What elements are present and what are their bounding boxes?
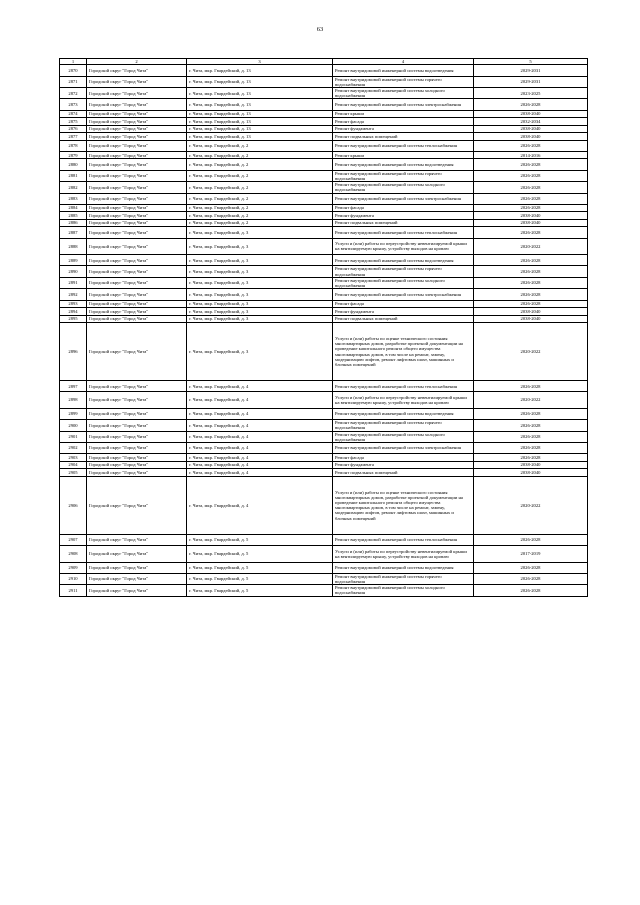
work-type-cell: Ремонт фасада: [333, 300, 474, 308]
work-type-cell: Ремонт внутридомовой инженерной системы холодного водоснабжения: [333, 277, 474, 288]
row-number-cell: 2900: [60, 420, 87, 431]
table-row: [60, 182, 588, 193]
municipality-cell: Городской округ "Город Чита": [87, 110, 187, 118]
municipality-cell: Городской округ "Город Чита": [87, 118, 187, 126]
row-number-cell: 2904: [60, 461, 87, 469]
period-cell: 2026-2028: [474, 170, 588, 181]
column-header: 5: [474, 59, 588, 65]
table-row: [60, 227, 588, 238]
work-type-cell: Услуги и (или) работы по оценке технического состояния многоквартирных домов, разработке проектной документации на проведение капитального ремонта общего имущества многоквартирных домов, в том числе на ремонт, замену, модернизацию лифтов, ремонт лифтовых шахт, машинных и блочных помещений: [333, 476, 474, 534]
municipality-cell: Городской округ "Город Чита": [87, 212, 187, 220]
row-number-cell: 2882: [60, 182, 87, 193]
row-number-cell: 2881: [60, 170, 87, 181]
table-row: [60, 469, 588, 477]
work-type-cell: Ремонт подвальных помещений: [333, 469, 474, 477]
row-number-cell: 2894: [60, 308, 87, 316]
address-cell: г. Чита, мкр. Гвардейский, д. 5: [187, 585, 333, 596]
address-cell: г. Чита, мкр. Гвардейский, д. 2: [187, 193, 333, 204]
work-type-cell: Ремонт подвальных помещений: [333, 133, 474, 141]
row-number-cell: 2870: [60, 65, 87, 76]
address-cell: г. Чита, мкр. Гвардейский, д. 4: [187, 431, 333, 442]
municipality-cell: Городской округ "Город Чита": [87, 534, 187, 545]
column-header: 3: [187, 59, 333, 65]
municipality-cell: Городской округ "Город Чита": [87, 76, 187, 87]
work-type-cell: Ремонт фасада: [333, 118, 474, 126]
row-number-cell: 2871: [60, 76, 87, 87]
period-cell: 2029-2031: [474, 65, 588, 76]
table-row: [60, 392, 588, 409]
period-cell: 2026-2028: [474, 408, 588, 419]
address-cell: г. Чита, мкр. Гвардейский, д. 3: [187, 289, 333, 300]
work-type-cell: Ремонт фасада: [333, 204, 474, 212]
address-cell: г. Чита, мкр. Гвардейский, д. 3: [187, 277, 333, 288]
municipality-cell: Городской округ "Город Чита": [87, 87, 187, 98]
period-cell: 2026-2028: [474, 99, 588, 110]
municipality-cell: Городской округ "Город Чита": [87, 392, 187, 409]
row-number-cell: 2892: [60, 289, 87, 300]
period-cell: 2038-2040: [474, 469, 588, 477]
work-type-cell: Ремонт внутридомовой инженерной системы водоотведения: [333, 65, 474, 76]
table-row: [60, 219, 588, 227]
period-cell: 2026-2028: [474, 454, 588, 462]
municipality-cell: Городской округ "Город Чита": [87, 562, 187, 573]
period-cell: 2026-2028: [474, 585, 588, 596]
municipality-cell: Городской округ "Город Чита": [87, 238, 187, 255]
work-type-cell: Ремонт внутридомовой инженерной системы теплоснабжения: [333, 140, 474, 151]
municipality-cell: Городской округ "Город Чита": [87, 219, 187, 227]
row-number-cell: 2898: [60, 392, 87, 409]
address-cell: г. Чита, мкр. Гвардейский, д. 4: [187, 408, 333, 419]
work-type-cell: Ремонт внутридомовой инженерной системы электроснабжения: [333, 99, 474, 110]
work-type-cell: Ремонт внутридомовой инженерной системы водоотведения: [333, 255, 474, 266]
municipality-cell: Городской округ "Город Чита": [87, 125, 187, 133]
table-row: [60, 118, 588, 126]
table-row: [60, 212, 588, 220]
municipality-cell: Городской округ "Город Чита": [87, 266, 187, 277]
municipality-cell: Городской округ "Город Чита": [87, 300, 187, 308]
address-cell: г. Чита, мкр. Гвардейский, д. 4: [187, 420, 333, 431]
table-row: [60, 204, 588, 212]
period-cell: 2026-2028: [474, 431, 588, 442]
work-type-cell: Ремонт внутридомовой инженерной системы электроснабжения: [333, 289, 474, 300]
address-cell: г. Чита, мкр. Гвардейский, д. 3: [187, 266, 333, 277]
table-row: [60, 76, 588, 87]
table-row: [60, 159, 588, 170]
work-type-cell: Ремонт фасада: [333, 454, 474, 462]
table-row: [60, 442, 588, 453]
work-type-cell: Услуги и (или) работы по переустройству невентилируемой крыши на вентилируемую крышу, устройству выходов на кровлю: [333, 238, 474, 255]
municipality-cell: Городской округ "Город Чита": [87, 461, 187, 469]
table-row: [60, 420, 588, 431]
table-row: [60, 170, 588, 181]
period-cell: 2026-2028: [474, 193, 588, 204]
address-cell: г. Чита, мкр. Гвардейский, д. 4: [187, 381, 333, 392]
address-cell: г. Чита, мкр. Гвардейский, д. 4: [187, 469, 333, 477]
row-number-cell: 2885: [60, 212, 87, 220]
period-cell: 2029-2031: [474, 76, 588, 87]
address-cell: г. Чита, мкр. Гвардейский, д. 13: [187, 110, 333, 118]
period-cell: 2017-2019: [474, 546, 588, 563]
row-number-cell: 2883: [60, 193, 87, 204]
municipality-cell: Городской округ "Город Чита": [87, 159, 187, 170]
row-number-cell: 2879: [60, 151, 87, 159]
municipality-cell: Городской округ "Город Чита": [87, 133, 187, 141]
address-cell: г. Чита, мкр. Гвардейский, д. 13: [187, 65, 333, 76]
work-type-cell: Ремонт внутридомовой инженерной системы холодного водоснабжения: [333, 182, 474, 193]
table-row: [60, 151, 588, 159]
period-cell: 2032-2034: [474, 118, 588, 126]
period-cell: 2038-2040: [474, 219, 588, 227]
row-number-cell: 2878: [60, 140, 87, 151]
work-type-cell: Ремонт внутридомовой инженерной системы горячего водоснабжения: [333, 420, 474, 431]
table-row: [60, 300, 588, 308]
row-number-cell: 2905: [60, 469, 87, 477]
table-row: [60, 193, 588, 204]
table-row: [60, 431, 588, 442]
address-cell: г. Чита, мкр. Гвардейский, д. 4: [187, 392, 333, 409]
table-row: [60, 546, 588, 563]
period-cell: 2038-2040: [474, 212, 588, 220]
row-number-cell: 2909: [60, 562, 87, 573]
municipality-cell: Городской округ "Город Чита": [87, 420, 187, 431]
row-number-cell: 2911: [60, 585, 87, 596]
address-cell: г. Чита, мкр. Гвардейский, д. 5: [187, 573, 333, 584]
address-cell: г. Чита, мкр. Гвардейский, д. 5: [187, 546, 333, 563]
municipality-cell: Городской округ "Город Чита": [87, 151, 187, 159]
row-number-cell: 2907: [60, 534, 87, 545]
period-cell: 2026-2028: [474, 420, 588, 431]
address-cell: г. Чита, мкр. Гвардейский, д. 4: [187, 442, 333, 453]
table-row: [60, 461, 588, 469]
row-number-cell: 2891: [60, 277, 87, 288]
table-row: [60, 133, 588, 141]
period-cell: 2038-2040: [474, 315, 588, 323]
row-number-cell: 2899: [60, 408, 87, 419]
municipality-cell: Городской округ "Город Чита": [87, 454, 187, 462]
municipality-cell: Городской округ "Город Чита": [87, 381, 187, 392]
row-number-cell: 2886: [60, 219, 87, 227]
table-row: [60, 266, 588, 277]
row-number-cell: 2903: [60, 454, 87, 462]
work-type-cell: Ремонт подвальных помещений: [333, 315, 474, 323]
work-type-cell: Ремонт фундамента: [333, 461, 474, 469]
work-type-cell: Ремонт внутридомовой инженерной системы водоотведения: [333, 159, 474, 170]
address-cell: г. Чита, мкр. Гвардейский, д. 3: [187, 238, 333, 255]
table-row: [60, 315, 588, 323]
table-row: [60, 408, 588, 419]
work-type-cell: Ремонт внутридомовой инженерной системы электроснабжения: [333, 193, 474, 204]
municipality-cell: Городской округ "Город Чита": [87, 227, 187, 238]
table-row: [60, 87, 588, 98]
table-row: [60, 476, 588, 534]
row-number-cell: 2880: [60, 159, 87, 170]
period-cell: 2026-2028: [474, 182, 588, 193]
municipality-cell: Городской округ "Город Чита": [87, 573, 187, 584]
repair-schedule-table: [59, 58, 588, 597]
column-header: 1: [60, 59, 87, 65]
period-cell: 2038-2040: [474, 133, 588, 141]
municipality-cell: Городской округ "Город Чита": [87, 277, 187, 288]
period-cell: 2026-2028: [474, 227, 588, 238]
row-number-cell: 2902: [60, 442, 87, 453]
work-type-cell: Ремонт внутридомовой инженерной системы холодного водоснабжения: [333, 585, 474, 596]
table-row: [60, 99, 588, 110]
period-cell: 2026-2028: [474, 300, 588, 308]
table-row: [60, 110, 588, 118]
period-cell: 2026-2028: [474, 381, 588, 392]
address-cell: г. Чита, мкр. Гвардейский, д. 5: [187, 534, 333, 545]
work-type-cell: Ремонт внутридомовой инженерной системы теплоснабжения: [333, 534, 474, 545]
address-cell: г. Чита, мкр. Гвардейский, д. 13: [187, 99, 333, 110]
address-cell: г. Чита, мкр. Гвардейский, д. 3: [187, 300, 333, 308]
period-cell: 2026-2028: [474, 255, 588, 266]
row-number-cell: 2908: [60, 546, 87, 563]
work-type-cell: Ремонт внутридомовой инженерной системы теплоснабжения: [333, 227, 474, 238]
row-number-cell: 2875: [60, 118, 87, 126]
table-row: [60, 573, 588, 584]
municipality-cell: Городской округ "Город Чита": [87, 585, 187, 596]
work-type-cell: Ремонт внутридомовой инженерной системы теплоснабжения: [333, 381, 474, 392]
period-cell: 2014-2016: [474, 151, 588, 159]
municipality-cell: Городской округ "Город Чита": [87, 99, 187, 110]
work-type-cell: Ремонт внутридомовой инженерной системы водоотведения: [333, 562, 474, 573]
municipality-cell: Городской округ "Город Чита": [87, 308, 187, 316]
municipality-cell: Городской округ "Город Чита": [87, 140, 187, 151]
municipality-cell: Городской округ "Город Чита": [87, 408, 187, 419]
table-row: [60, 277, 588, 288]
municipality-cell: Городской округ "Город Чита": [87, 170, 187, 181]
address-cell: г. Чита, мкр. Гвардейский, д. 2: [187, 151, 333, 159]
address-cell: г. Чита, мкр. Гвардейский, д. 4: [187, 476, 333, 534]
period-cell: 2023-2025: [474, 87, 588, 98]
row-number-cell: 2890: [60, 266, 87, 277]
row-number-cell: 2906: [60, 476, 87, 534]
period-cell: 2026-2028: [474, 204, 588, 212]
work-type-cell: Ремонт внутридомовой инженерной системы электроснабжения: [333, 442, 474, 453]
period-cell: 2026-2028: [474, 562, 588, 573]
row-number-cell: 2884: [60, 204, 87, 212]
municipality-cell: Городской округ "Город Чита": [87, 323, 187, 381]
column-header: 2: [87, 59, 187, 65]
work-type-cell: Ремонт фундамента: [333, 308, 474, 316]
work-type-cell: Ремонт внутридомовой инженерной системы холодного водоснабжения: [333, 431, 474, 442]
work-type-cell: Услуги и (или) работы по переустройству невентилируемой крыши на вентилируемую крышу, устройству выходов на кровлю: [333, 546, 474, 563]
address-cell: г. Чита, мкр. Гвардейский, д. 3: [187, 255, 333, 266]
municipality-cell: Городской округ "Город Чита": [87, 546, 187, 563]
work-type-cell: Ремонт внутридомовой инженерной системы горячего водоснабжения: [333, 76, 474, 87]
period-cell: 2026-2028: [474, 442, 588, 453]
row-number-cell: 2901: [60, 431, 87, 442]
work-type-cell: Ремонт внутридомовой инженерной системы горячего водоснабжения: [333, 573, 474, 584]
work-type-cell: Ремонт внутридомовой инженерной системы горячего водоснабжения: [333, 170, 474, 181]
period-cell: 2020-2022: [474, 476, 588, 534]
table-row: [60, 289, 588, 300]
address-cell: г. Чита, мкр. Гвардейский, д. 13: [187, 133, 333, 141]
period-cell: 2038-2040: [474, 110, 588, 118]
work-type-cell: Услуги и (или) работы по оценке технического состояния многоквартирных домов, разработке проектной документации на проведение капитального ремонта общего имущества многоквартирных домов, в том числе на ремонт, замену, модернизацию лифтов, ремонт лифтовых шахт, машинных и блочных помещений: [333, 323, 474, 381]
period-cell: 2026-2028: [474, 573, 588, 584]
row-number-cell: 2896: [60, 323, 87, 381]
period-cell: 2038-2040: [474, 461, 588, 469]
address-cell: г. Чита, мкр. Гвардейский, д. 3: [187, 323, 333, 381]
address-cell: г. Чита, мкр. Гвардейский, д. 2: [187, 170, 333, 181]
address-cell: г. Чита, мкр. Гвардейский, д. 5: [187, 562, 333, 573]
table-row: [60, 323, 588, 381]
row-number-cell: 2887: [60, 227, 87, 238]
address-cell: г. Чита, мкр. Гвардейский, д. 4: [187, 461, 333, 469]
table-row: [60, 562, 588, 573]
address-cell: г. Чита, мкр. Гвардейский, д. 2: [187, 140, 333, 151]
period-cell: 2038-2040: [474, 308, 588, 316]
table-row: [60, 308, 588, 316]
municipality-cell: Городской округ "Город Чита": [87, 469, 187, 477]
work-type-cell: Ремонт крыши: [333, 151, 474, 159]
period-cell: 2020-2022: [474, 323, 588, 381]
work-type-cell: Ремонт фундамента: [333, 212, 474, 220]
table-row: [60, 140, 588, 151]
period-cell: 2020-2022: [474, 392, 588, 409]
work-type-cell: Ремонт внутридомовой инженерной системы холодного водоснабжения: [333, 87, 474, 98]
municipality-cell: Городской округ "Город Чита": [87, 193, 187, 204]
municipality-cell: Городской округ "Город Чита": [87, 431, 187, 442]
work-type-cell: Услуги и (или) работы по переустройству невентилируемой крыши на вентилируемую крышу, устройству выходов на кровлю: [333, 392, 474, 409]
address-cell: г. Чита, мкр. Гвардейский, д. 13: [187, 118, 333, 126]
table-row: [60, 381, 588, 392]
period-cell: 2026-2028: [474, 159, 588, 170]
municipality-cell: Городской округ "Город Чита": [87, 289, 187, 300]
work-type-cell: Ремонт внутридомовой инженерной системы водоотведения: [333, 408, 474, 419]
address-cell: г. Чита, мкр. Гвардейский, д. 13: [187, 87, 333, 98]
row-number-cell: 2876: [60, 125, 87, 133]
period-cell: 2020-2022: [474, 238, 588, 255]
period-cell: 2026-2028: [474, 534, 588, 545]
municipality-cell: Городской округ "Город Чита": [87, 315, 187, 323]
table-row: [60, 534, 588, 545]
work-type-cell: Ремонт фундамента: [333, 125, 474, 133]
address-cell: г. Чита, мкр. Гвардейский, д. 2: [187, 212, 333, 220]
row-number-cell: 2872: [60, 87, 87, 98]
address-cell: г. Чита, мкр. Гвардейский, д. 13: [187, 76, 333, 87]
work-type-cell: Ремонт подвальных помещений: [333, 219, 474, 227]
row-number-cell: 2910: [60, 573, 87, 584]
work-type-cell: Ремонт внутридомовой инженерной системы горячего водоснабжения: [333, 266, 474, 277]
municipality-cell: Городской округ "Город Чита": [87, 182, 187, 193]
page-number: 63: [316, 26, 324, 33]
address-cell: г. Чита, мкр. Гвардейский, д. 2: [187, 204, 333, 212]
address-cell: г. Чита, мкр. Гвардейский, д. 13: [187, 125, 333, 133]
period-cell: 2026-2028: [474, 289, 588, 300]
row-number-cell: 2897: [60, 381, 87, 392]
row-number-cell: 2888: [60, 238, 87, 255]
table-row: [60, 125, 588, 133]
table-row: [60, 255, 588, 266]
row-number-cell: 2889: [60, 255, 87, 266]
address-cell: г. Чита, мкр. Гвардейский, д. 2: [187, 182, 333, 193]
column-header: 4: [333, 59, 474, 65]
municipality-cell: Городской округ "Город Чита": [87, 65, 187, 76]
address-cell: г. Чита, мкр. Гвардейский, д. 2: [187, 159, 333, 170]
table-row: [60, 585, 588, 596]
period-cell: 2026-2028: [474, 277, 588, 288]
address-cell: г. Чита, мкр. Гвардейский, д. 3: [187, 308, 333, 316]
row-number-cell: 2895: [60, 315, 87, 323]
row-number-cell: 2893: [60, 300, 87, 308]
period-cell: 2026-2028: [474, 140, 588, 151]
address-cell: г. Чита, мкр. Гвардейский, д. 4: [187, 454, 333, 462]
row-number-cell: 2877: [60, 133, 87, 141]
municipality-cell: Городской округ "Город Чита": [87, 442, 187, 453]
municipality-cell: Городской округ "Город Чита": [87, 476, 187, 534]
table-row: [60, 454, 588, 462]
period-cell: 2038-2040: [474, 125, 588, 133]
table-row: [60, 238, 588, 255]
row-number-cell: 2874: [60, 110, 87, 118]
row-number-cell: 2873: [60, 99, 87, 110]
municipality-cell: Городской округ "Город Чита": [87, 204, 187, 212]
table-row: [60, 65, 588, 76]
municipality-cell: Городской округ "Город Чита": [87, 255, 187, 266]
work-type-cell: Ремонт крыши: [333, 110, 474, 118]
address-cell: г. Чита, мкр. Гвардейский, д. 3: [187, 227, 333, 238]
period-cell: 2026-2028: [474, 266, 588, 277]
address-cell: г. Чита, мкр. Гвардейский, д. 2: [187, 219, 333, 227]
address-cell: г. Чита, мкр. Гвардейский, д. 3: [187, 315, 333, 323]
